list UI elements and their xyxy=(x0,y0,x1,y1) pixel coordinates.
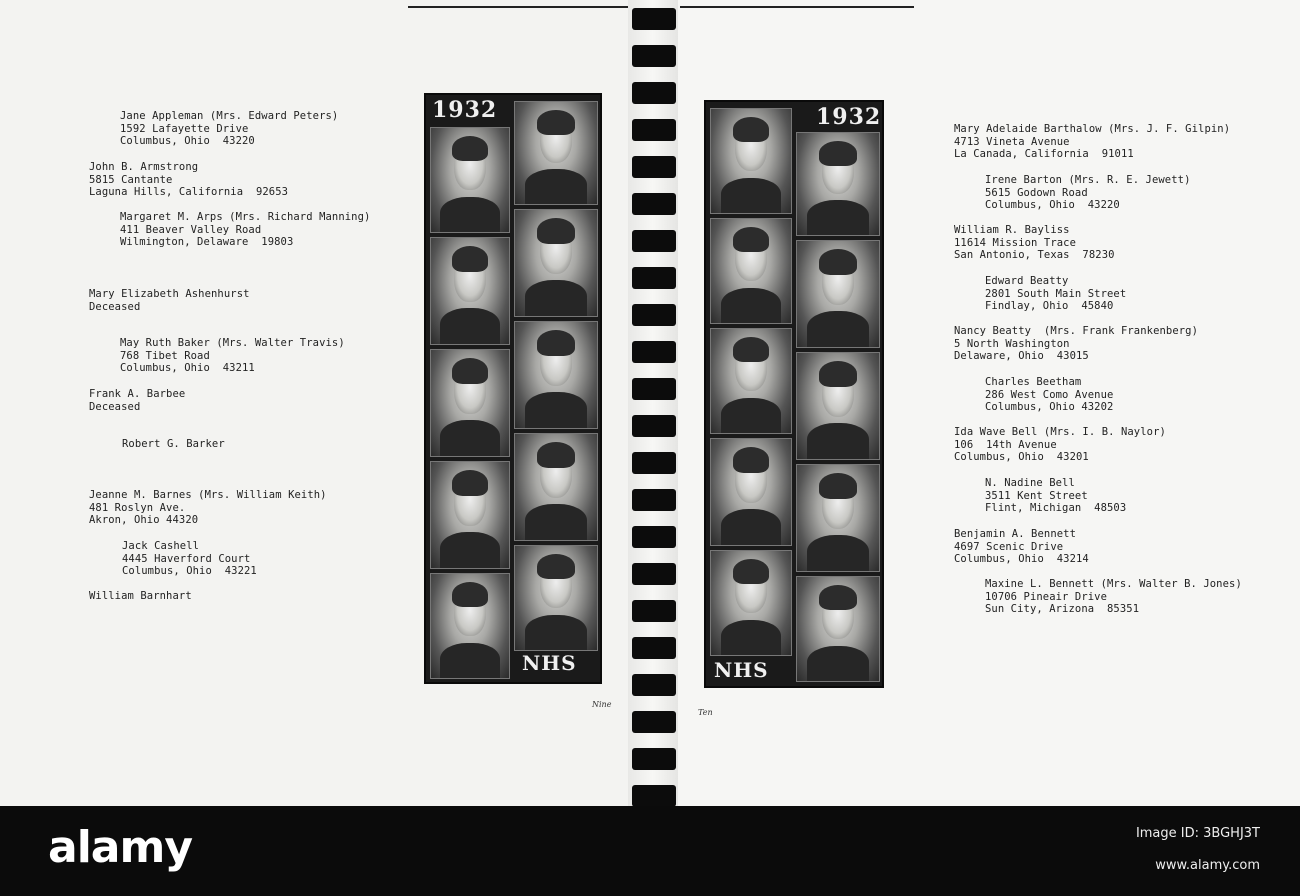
page-number: Nine xyxy=(592,700,612,709)
image-id: Image ID: 3BGHJ3T xyxy=(1135,826,1260,841)
binding-coil xyxy=(632,119,676,141)
alumni-entry: Charles Beetham 286 West Como Avenue Columbus, Ohio 43202 xyxy=(985,376,1114,414)
alumni-entry: Ida Wave Bell (Mrs. I. B. Naylor) 106 14th Avenue Columbus, Ohio 43201 xyxy=(954,426,1166,464)
left-page xyxy=(0,0,640,806)
binding-coil xyxy=(632,82,676,104)
binding-coil xyxy=(632,341,676,363)
student-portrait xyxy=(796,352,880,460)
yearbook-photo-strip xyxy=(424,93,602,684)
binding-coil xyxy=(632,193,676,215)
alumni-entry: Maxine L. Bennett (Mrs. Walter B. Jones) 10706 Pineair Drive Sun City, Arizona 85351 xyxy=(985,578,1242,616)
binding-coil xyxy=(632,563,676,585)
student-portrait xyxy=(430,127,510,233)
binding-coil xyxy=(632,600,676,622)
alumni-entry: William Barnhart xyxy=(89,590,192,602)
binding-coil xyxy=(632,526,676,548)
photo-school-label: NHS xyxy=(522,651,577,675)
alumni-entry: Margaret M. Arps (Mrs. Richard Manning) 411 Beaver Valley Road Wilmington, Delaware 19803 xyxy=(120,211,371,249)
alumni-entry: Jack Cashell 4445 Haverford Court Columbus, Ohio 43221 xyxy=(122,540,257,578)
binding-coil xyxy=(632,267,676,289)
alumni-entry: Benjamin A. Bennett 4697 Scenic Drive Columbus, Ohio 43214 xyxy=(954,528,1089,566)
site-url: www.alamy.com xyxy=(1155,858,1260,873)
photo-year-label: 1932 xyxy=(432,97,498,123)
student-portrait xyxy=(430,349,510,457)
student-portrait xyxy=(796,576,880,682)
binding-coil xyxy=(632,156,676,178)
binding-coil xyxy=(632,748,676,770)
student-portrait xyxy=(710,108,792,214)
binding-coil xyxy=(632,489,676,511)
page-edge-line xyxy=(408,6,640,8)
binding-coil xyxy=(632,8,676,30)
page-number: Ten xyxy=(698,708,713,717)
student-portrait xyxy=(710,438,792,546)
binding-coil xyxy=(632,230,676,252)
student-portrait xyxy=(514,209,598,317)
alumni-entry: Irene Barton (Mrs. R. E. Jewett) 5615 Godown Road Columbus, Ohio 43220 xyxy=(985,174,1191,212)
student-portrait xyxy=(514,321,598,429)
student-portrait xyxy=(430,461,510,569)
alumni-entry: Jeanne M. Barnes (Mrs. William Keith) 481 Roslyn Ave. Akron, Ohio 44320 xyxy=(89,489,327,527)
student-portrait xyxy=(430,237,510,345)
student-portrait xyxy=(514,101,598,205)
alumni-entry: May Ruth Baker (Mrs. Walter Travis) 768 Tibet Road Columbus, Ohio 43211 xyxy=(120,337,345,375)
binding-coil xyxy=(632,415,676,437)
alumni-entry: Edward Beatty 2801 South Main Street Findlay, Ohio 45840 xyxy=(985,275,1127,313)
yearbook-photo-strip xyxy=(704,100,884,688)
student-portrait xyxy=(796,132,880,236)
student-portrait xyxy=(430,573,510,679)
student-portrait xyxy=(514,545,598,651)
right-page xyxy=(660,0,1300,806)
page-edge-line xyxy=(680,6,914,8)
alumni-entry: Mary Adelaide Barthalow (Mrs. J. F. Gilpin) 4713 Vineta Avenue La Canada, California 91011 xyxy=(954,123,1231,161)
student-portrait xyxy=(796,240,880,348)
photo-school-label: NHS xyxy=(714,658,769,682)
binding-coil xyxy=(632,452,676,474)
brand-logo: alamy xyxy=(48,822,192,873)
binding-coil xyxy=(632,674,676,696)
student-portrait xyxy=(710,218,792,324)
binding-coil xyxy=(632,785,676,807)
photo-year-label: 1932 xyxy=(816,104,882,130)
binding-coil xyxy=(632,378,676,400)
alumni-entry: Robert G. Barker xyxy=(122,438,225,450)
watermark-footer xyxy=(0,806,1300,896)
alumni-entry: N. Nadine Bell 3511 Kent Street Flint, Michigan 48503 xyxy=(985,477,1127,515)
alumni-entry: Mary Elizabeth Ashenhurst Deceased xyxy=(89,288,250,313)
student-portrait xyxy=(710,550,792,656)
alumni-entry: William R. Bayliss 11614 Mission Trace San Antonio, Texas 78230 xyxy=(954,224,1115,262)
student-portrait xyxy=(710,328,792,434)
binding-coil xyxy=(632,711,676,733)
student-portrait xyxy=(796,464,880,572)
alumni-entry: Jane Appleman (Mrs. Edward Peters) 1592 Lafayette Drive Columbus, Ohio 43220 xyxy=(120,110,339,148)
alumni-entry: John B. Armstrong 5815 Cantante Laguna Hills, California 92653 xyxy=(89,161,289,199)
binding-coil xyxy=(632,45,676,67)
student-portrait xyxy=(514,433,598,541)
alumni-entry: Nancy Beatty (Mrs. Frank Frankenberg) 5 North Washington Delaware, Ohio 43015 xyxy=(954,325,1199,363)
alumni-entry: Frank A. Barbee Deceased xyxy=(89,388,186,413)
binding-coil xyxy=(632,304,676,326)
binding-coil xyxy=(632,637,676,659)
